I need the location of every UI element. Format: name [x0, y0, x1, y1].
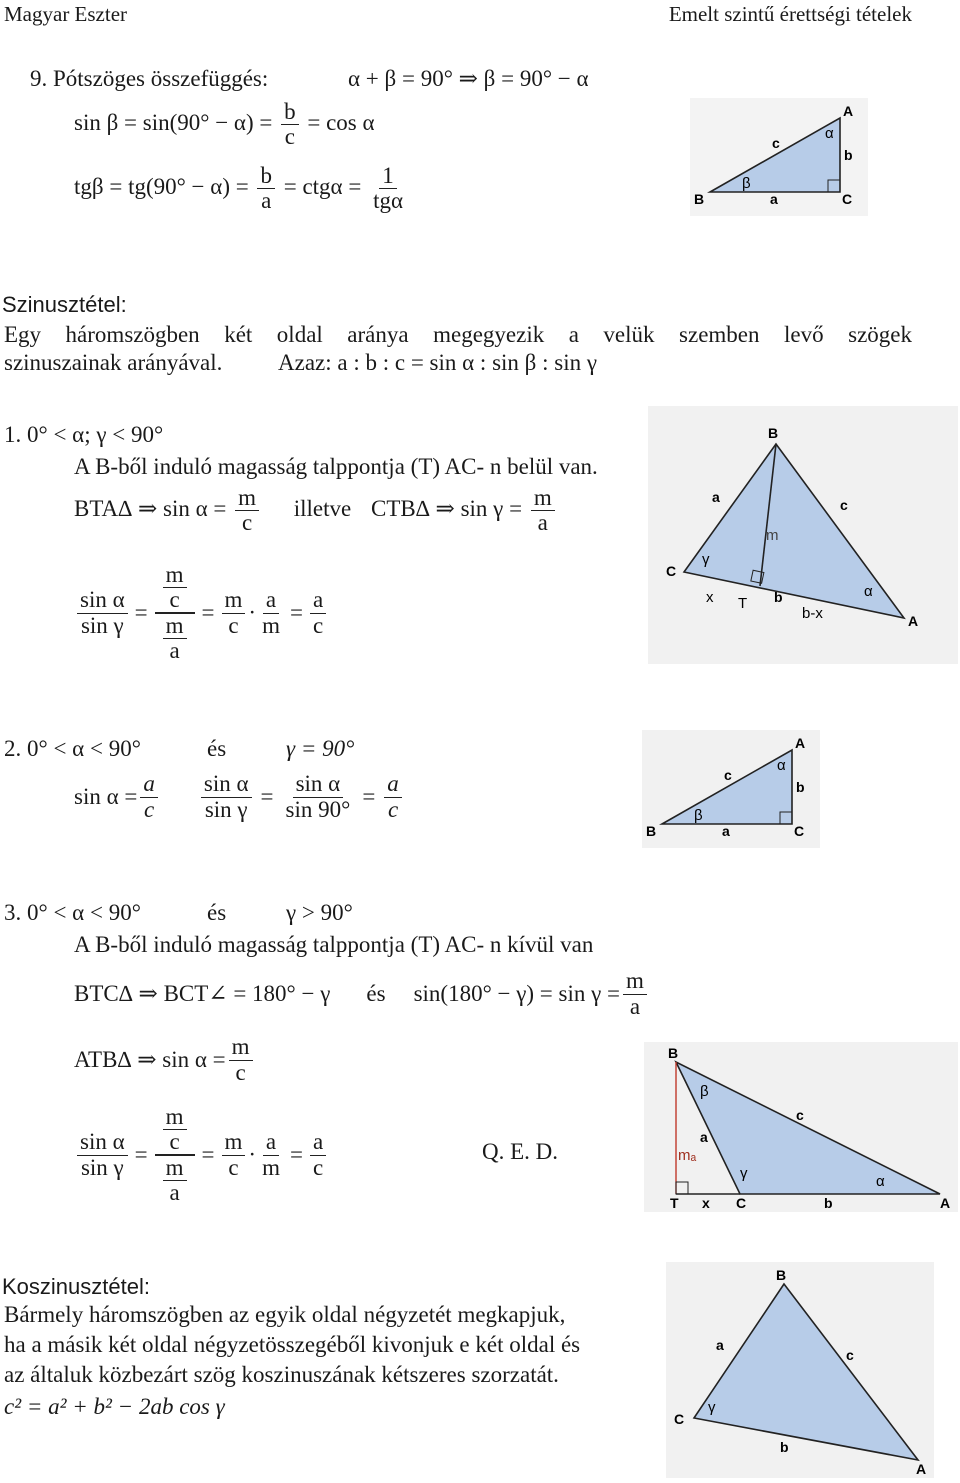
- cosine-rule-heading: Koszinusztétel:: [2, 1274, 150, 1299]
- sin-beta-equation: sin β = sin(90° − α) = $\frac{b}{c}$ = cos α: [74, 99, 375, 150]
- vertex-C: C: [674, 1411, 685, 1427]
- case-3-description: A B-ből induló magasság talppontja (T) AC- n kívül van: [74, 932, 594, 957]
- acute-triangle-figure: [648, 406, 958, 664]
- altitude-ma: mₐ: [678, 1147, 697, 1164]
- side-a: a: [712, 489, 720, 505]
- header-left: Magyar Eszter: [4, 2, 128, 26]
- cosine-rule-text-3: az általuk közbezárt szög koszinuszának kétszeres szorzatát.: [4, 1362, 559, 1387]
- side-c: c: [724, 767, 732, 783]
- case-2-gamma: γ = 90°: [286, 736, 355, 761]
- vertex-C: C: [842, 191, 853, 207]
- cosine-triangle-figure: [666, 1262, 934, 1478]
- case-1-bta-ctb: BTA∆ ⇒ sin α = $\frac{m}{c}$ illetve CTB∆ ⇒ sin γ = $\frac{m}{a}$: [74, 486, 558, 535]
- vertex-C: C: [666, 563, 677, 579]
- side-c: c: [840, 497, 848, 513]
- case-2-equation: sin α = $\frac{a}{c}$ $\frac{\text{sin α}}{\text{sin γ}}$ = $\frac{\text{sin α}}{\sin 90^\circ}$ = $\frac{a}{c}$: [74, 766, 405, 828]
- qed: Q. E. D.: [482, 1139, 559, 1164]
- sine-rule-formula: Azaz: a : b : c = sin α : sin β : sin γ: [278, 350, 598, 375]
- side-b: b: [844, 147, 853, 163]
- side-c: c: [796, 1107, 804, 1123]
- header-right: Emelt szintű érettségi tételek: [668, 2, 912, 26]
- side-c: c: [772, 135, 780, 151]
- side-c: c: [846, 1347, 854, 1363]
- tg-beta-equation: tgβ = tg(90° − α) = $\frac{b}{a}$ = ctgα = $\frac{1}{\text{tgα}}$: [74, 163, 404, 214]
- angle-gamma: γ: [702, 551, 710, 568]
- vertex-A: A: [916, 1461, 927, 1477]
- side-a: a: [770, 191, 778, 207]
- foot-T: T: [670, 1195, 679, 1211]
- angle-beta: β: [694, 807, 703, 824]
- foot-T: T: [738, 595, 748, 612]
- vertex-C: C: [736, 1195, 747, 1211]
- angle-alpha: α: [864, 583, 873, 600]
- case-1-ratio: $\frac{\text{sin α}}{\text{sin γ}}$ = $\frac{\frac{m}{c}}{\frac{m}{a}}$ = $\frac{m}{c}$ · $\frac{a}{m}$ = $\frac{a}{c}$: [74, 548, 329, 678]
- vertex-B: B: [768, 425, 779, 441]
- side-b: b: [796, 779, 805, 795]
- vertex-B: B: [776, 1267, 787, 1283]
- angle-gamma: γ: [740, 1165, 748, 1182]
- sine-rule-heading: Szinusztétel:: [2, 292, 127, 317]
- side-a: a: [700, 1129, 708, 1145]
- angle-alpha: α: [777, 757, 786, 774]
- section-9-title: 9. Pótszöges összefüggés:: [30, 66, 269, 91]
- angle-alpha: α: [876, 1173, 885, 1190]
- side-b: b: [824, 1195, 833, 1211]
- angle-beta: β: [742, 175, 751, 192]
- segment-x: x: [702, 1195, 710, 1211]
- side-b: b: [780, 1439, 789, 1455]
- case-1-condition: 1. 0° < α; γ < 90°: [4, 422, 164, 447]
- angle-gamma: γ: [708, 1399, 716, 1416]
- sine-rule-text-2: szinuszainak arányával.: [4, 350, 223, 375]
- side-a: a: [716, 1337, 724, 1353]
- cosine-rule-formula: c² = a² + b² − 2ab cos γ: [4, 1394, 225, 1419]
- vertex-A: A: [843, 103, 854, 119]
- right-triangle-figure-2: [642, 730, 820, 848]
- altitude-m: m: [766, 527, 779, 544]
- vertex-B: B: [646, 823, 657, 839]
- case-3-es: és: [207, 900, 227, 925]
- cosine-rule-text-2: ha a másik két oldal négyzetösszegéből kivonjuk e két oldal és: [4, 1332, 581, 1357]
- case-3-gamma: γ > 90°: [286, 900, 353, 925]
- vertex-A: A: [908, 613, 919, 629]
- obtuse-triangle-figure: [644, 1042, 958, 1212]
- case-3-ratio: $\frac{\text{sin α}}{\text{sin γ}}$ = $\frac{\frac{m}{c}}{\frac{m}{a}}$ = $\frac{m}{c}$ · $\frac{a}{m}$ = $\frac{a}{c}$: [74, 1090, 329, 1220]
- vertex-A: A: [795, 735, 806, 751]
- case-3-atb: ATB∆ ⇒ sin α = $\frac{m}{c}$: [74, 1030, 256, 1090]
- angle-alpha: α: [825, 125, 834, 142]
- right-triangle-figure-1: [690, 98, 868, 216]
- vertex-C: C: [794, 823, 805, 839]
- segment-b-x: b-x: [802, 605, 823, 622]
- angle-beta: β: [700, 1083, 709, 1100]
- complement-relation: α + β = 90° ⇒ β = 90° − α: [348, 66, 589, 91]
- case-2-condition: 2. 0° < α < 90°: [4, 736, 141, 761]
- case-2-es: és: [207, 736, 227, 761]
- case-3-btc: BTC∆ ⇒ BCT∠ = 180° − γ és sin(180° − γ) = sin γ = $\frac{m}{a}$: [74, 964, 650, 1024]
- cosine-rule-text-1: Bármely háromszögben az egyik oldal négyzetét megkapjuk,: [4, 1302, 566, 1327]
- vertex-B: B: [694, 191, 705, 207]
- case-1-description: A B-ből induló magasság talppontja (T) AC- n belül van.: [74, 454, 598, 479]
- vertex-A: A: [940, 1195, 951, 1211]
- case-3-condition: 3. 0° < α < 90°: [4, 900, 141, 925]
- segment-b: b: [774, 589, 783, 605]
- sine-rule-text-1: Egy háromszögben két oldal aránya megegyezik a velük szemben levő szögek: [4, 322, 912, 347]
- vertex-B: B: [668, 1045, 679, 1061]
- segment-x: x: [706, 589, 714, 606]
- side-a: a: [722, 823, 730, 839]
